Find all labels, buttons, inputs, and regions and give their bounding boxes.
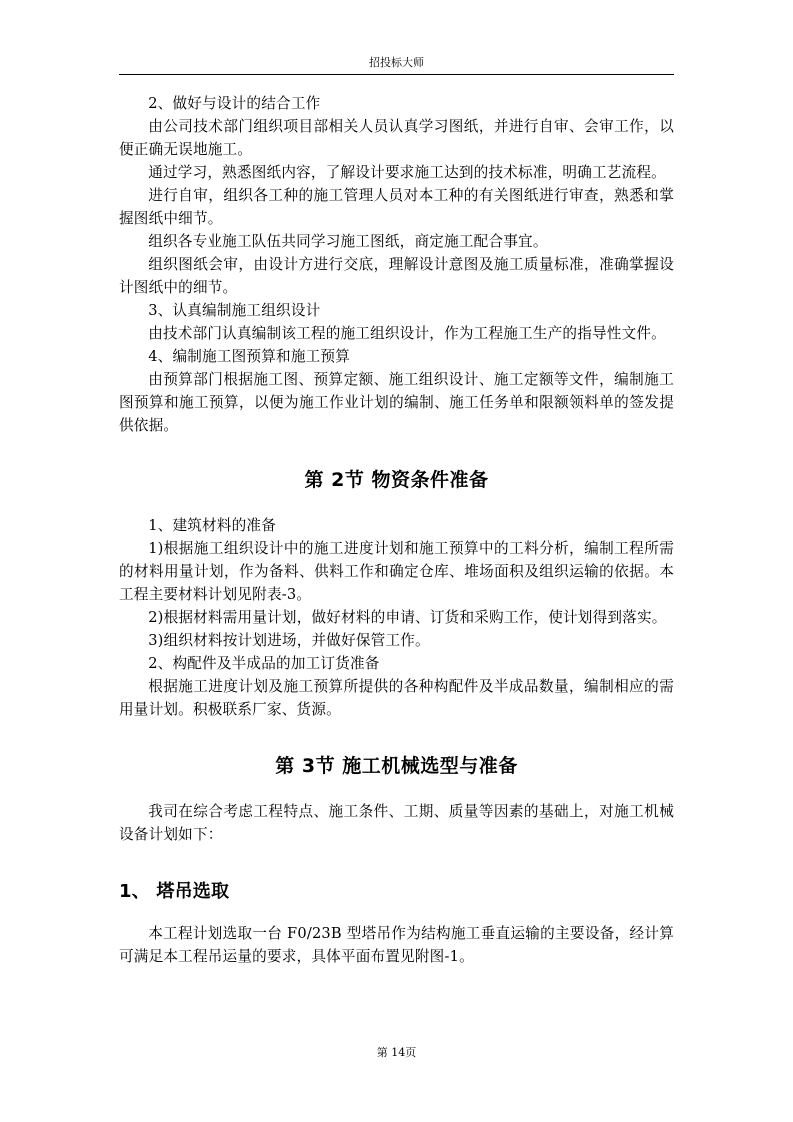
- paragraph: 通过学习，熟悉图纸内容，了解设计要求施工达到的技术标准，明确工艺流程。: [148, 164, 666, 181]
- document-body: [119, 92, 674, 968]
- paragraph: 进行自审，组织各工种的施工管理人员对本工种的有关图纸进行审查，熟悉和掌握图纸中细节。: [119, 187, 674, 227]
- paragraph: 根据施工进度计划及施工预算所提供的各种构配件及半成品数量，编制相应的需用量计划。积极联系厂家、货源。: [119, 678, 674, 718]
- paragraph: 由公司技术部门组织项目部相关人员认真学习图纸，并进行自审、会审工作，以便正确无误地施工。: [119, 118, 674, 158]
- paragraph: 由技术部门认真编制该工程的施工组织设计，作为工程施工生产的指导性文件。: [148, 325, 666, 342]
- paragraph: 组织各专业施工队伍共同学习施工图纸，商定施工配合事宜。: [148, 233, 548, 250]
- paragraph: 我司在综合考虑工程特点、施工条件、工期、质量等因素的基础上，对施工机械设备计划如下：: [119, 803, 674, 843]
- paragraph: 由预算部门根据施工图、预算定额、施工组织设计、施工定额等文件，编制施工图预算和施工预算，以便为施工作业计划的编制、施工任务单和限额领料单的签发提供依据。: [119, 371, 674, 434]
- section-title: 第 3节 施工机械选型与准备: [275, 755, 518, 777]
- list-heading: 4、编制施工图预算和施工预算: [148, 348, 350, 365]
- paragraph: 1)根据施工组织设计中的施工进度计划和施工预算中的工料分析，编制工程所需的材料用量计划，作为备料、供料工作和确定仓库、堆场面积及组织运输的依据。本工程主要材料计划见附表-3。: [119, 540, 674, 603]
- list-heading: 2、构配件及半成品的加工订货准备: [148, 655, 380, 672]
- section-title: 第 2节 物资条件准备: [304, 469, 489, 491]
- paragraph: 2)根据材料需用量计划，做好材料的申请、订货和采购工作，使计划得到落实。: [148, 609, 667, 626]
- list-heading: 2、做好与设计的结合工作: [148, 95, 321, 112]
- list-heading: 1、建筑材料的准备: [148, 517, 277, 534]
- page-header: 招投标大师: [369, 56, 424, 69]
- page-number: 第 14页: [376, 1046, 417, 1059]
- paragraph: 3)组织材料按计划进场，并做好保管工作。: [148, 632, 430, 649]
- list-heading: 3、认真编制施工组织设计: [148, 302, 321, 319]
- paragraph: 本工程计划选取一台 F0/23B 型塔吊作为结构施工垂直运输的主要设备，经计算可满足本工程吊运量的要求，具体平面布置见附图-1。: [119, 925, 674, 965]
- paragraph: 组织图纸会审，由设计方进行交底，理解设计意图及施工质量标准，准确掌握设计图纸中的细节。: [119, 256, 674, 296]
- subsection-title: 1、 塔吊选取: [119, 881, 230, 902]
- header-divider: [119, 74, 674, 75]
